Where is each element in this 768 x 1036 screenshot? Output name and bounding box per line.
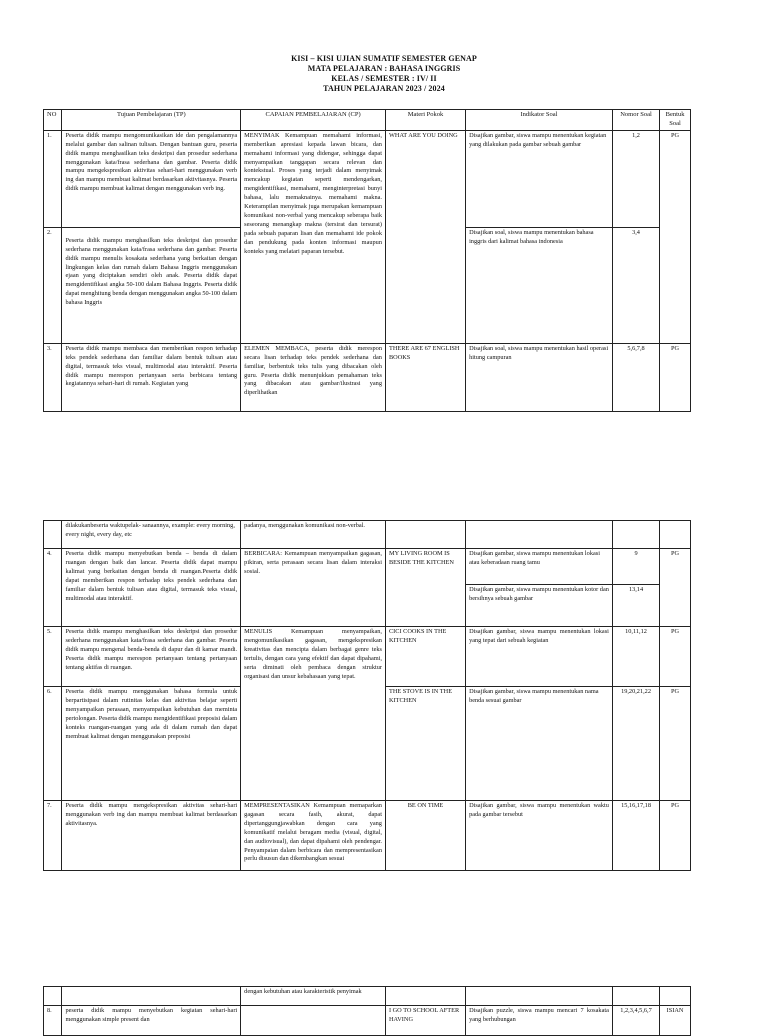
row-number: 3. [44, 343, 62, 411]
materi-cell: I GO TO SCHOOL AFTER HAVING [385, 1006, 465, 1036]
nomor-cell: 3,4 [612, 227, 659, 343]
tp-cell: Peserta didik mampu menyebutkan benda – benda di dalam ruangan dengan baik dan lancar. Peserta didik dapat mampu kalimat yang berkaitan dengan benda di ruangan.Peserta didik dapat memberikan respon terhadap teks pendek sederhana dan familiar dalam bentuk tulisan atau digital, termasuk teks visual, multimodal atau interaktif. [62, 549, 241, 627]
row-number: 7. [44, 801, 62, 871]
materi-cell: MY LIVING ROOM IS BESIDE THE KITCHEN [385, 549, 465, 627]
bentuk-cell: PG [660, 801, 691, 871]
row-number: 1. [44, 130, 62, 227]
indikator-cell: Disajikan soal, siswa mampu menentukan bahasa inggris dari kalimat bahasa indonesia [466, 227, 613, 343]
table-row [44, 130, 691, 227]
materi-cell: THERE ARE 67 ENGLISH BOOKS [385, 343, 465, 411]
bentuk-cell: ISIAN [660, 1006, 691, 1036]
tp-cell: Peserta didik mampu menghasilkan teks deskripsi dan prosedur sederhana menggunakan kata/frasa sederhana dan gambar. Peserta didik mampu mengenal benda-benda di dapur dan di kamar mandi. Peserta didik mampu merespon pertanyaan tentang pertanyaan tentang aktifas di ruangan. [62, 627, 241, 687]
indikator-cell: Disajikan puzzle, siswa mampu mencari 7 kosakata yang berhubungan [466, 1006, 613, 1036]
materi-cell: THE STOVE IS IN THE KITCHEN [385, 687, 465, 801]
indikator-cell: Disajikan gambar, siswa mampu menentukan lokasi atau keberadaan ruang tamu [466, 549, 613, 585]
cp-cell: dengan kebutuhan atau karakteristik penyimak [241, 987, 386, 1006]
indikator-cell: Disajikan soal, siswa mampu menentukan hasil operasi hitung campuran [466, 343, 613, 411]
table-row [44, 987, 691, 1006]
materi-cell: BE ON TIME [385, 801, 465, 871]
table-row [44, 801, 691, 871]
cp-cell: padanya, menggunakan komunikasi non-verbal. [241, 521, 386, 549]
indikator-cell: Disajikan gambar, siswa mampu menentukan waktu pada gambar tersebut [466, 801, 613, 871]
col-nomor: Nomor Soal [612, 110, 659, 131]
tp-cell: dilakukanbeserta waktupelak- sanaannya, example: every morning, every night, every day, etc [62, 521, 241, 549]
indikator-cell: Disajikan gambar, siswa mampu menentukan lokasi yang tepat dari sebuah kegiatan [466, 627, 613, 687]
indikator-cell: Disajikan gambar, siswa mampu menentukan nama benda sesuai gambar [466, 687, 613, 801]
nomor-cell: 5,6,7,8 [612, 343, 659, 411]
tp-cell: Peserta didik mampu menggunakan bahasa formula untuk berpartisipasi dalam rutinitas kelas dan aktivitas belajar seperti menyampaikan perasaan, menyampaikan kebutuhan dan meminta pertolongan. Peserta didik mampu mengidentifikasi preposisi dalam konteks ruangan-ruangan yang ada di dalam rumah dan dapat membuat kalimat dengan menggunakan preposisi [62, 687, 241, 801]
bentuk-cell: PG [660, 343, 691, 411]
col-cp: CAPAIAN PEMBELAJARAN (CP) [241, 110, 386, 131]
nomor-cell: 13,14 [612, 585, 659, 627]
col-no: NO [44, 110, 62, 131]
tp-cell: Peserta didik mampu mengomunikasikan ide dan pengalamannya melalui gambar dan salinan tulisan. Dengan bantuan guru, peserta didik mampu menghasilkan teks deskripsi dan prosedur sederhana menggunakan kata/frasa sederhana dan gambar. Peserta didik mampu mengekspresikan aktivitas sehari-hari menggunakan verb ing dan mampu membuat kalimat berdasarkan aktivitasnya. Peserta didik mampu membuat kalimat dengan menggunakan verb ing. [62, 130, 241, 227]
nomor-cell: 15,16,17,18 [612, 801, 659, 871]
table-header-row [44, 110, 691, 131]
materi-cell: WHAT ARE YOU DOING [385, 130, 465, 343]
indikator-cell: Disajikan gambar, siswa mampu menentukan kotor dan bersihnya sebuah gambar [466, 585, 613, 627]
cp-cell: MENULIS Kemampuan menyampaikan, mengomunikasikan gagasan, mengekspresikan kreativitas dan mencipta dalam berbagai genre teks tertulis, dengan cara yang efektif dan dapat dipahami, serta diminati oleh pembaca dengan struktur organisasi dan unsur kebahasaan yang tepat. [241, 627, 386, 801]
cp-cell: BERBICARA: Kemampuan menyampaikan gagasan, pikiran, serta perasaan secara lisan dalam interaksi sosial. [241, 549, 386, 627]
document-header [0, 54, 768, 94]
nomor-cell: 1,2 [612, 130, 659, 227]
col-tp: Tujuan Pembelajaran (TP) [62, 110, 241, 131]
col-indikator: Indikator Soal [466, 110, 613, 131]
table-row [44, 627, 691, 687]
doc-year: TAHUN PELAJARAN 2023 / 2024 [323, 84, 445, 93]
nomor-cell: 19,20,21,22 [612, 687, 659, 801]
nomor-cell: 1,2,3,4,5,6,7 [612, 1006, 659, 1036]
cp-cell: MENYIMAK Kemampuan memahami informasi, memberikan apresiasi kepada lawan bicara, dan memahami informasi yang didengar, sehingga dapat menyampaikan tanggapan secara relevan dan kontekstual. Proses yang terjadi dalam menyimak mencakup kegiatan seperti mendengarkan, mengidentifikasi, memahami, menginterpretasi bunyi bahasa, lalu memaknainya. memahami makna. Keterampilan menyimak juga merupakan kemampuan komunikasi non-verbal yang mencakup seberapa baik seseorang menangkap makna (tersirat dan tersurat) pada sebuah paparan lisan dan memahami ide pokok dan pendukung pada konten informasi maupun konteks yang melatari paparan tersebut. [241, 130, 386, 343]
grid-table-part-2 [43, 520, 691, 871]
bentuk-cell: PG [660, 627, 691, 687]
row-number: 8. [44, 1006, 62, 1036]
doc-class: KELAS / SEMESTER : IV/ II [331, 74, 437, 83]
nomor-cell: 10,11,12 [612, 627, 659, 687]
tp-cell: Peserta didik mampu membaca dan memberikan respon terhadap teks pendek sederhana dan familiar dalam bentuk tulisan atau digital, termasuk teks visual, multimodal atau interaktif. Peserta didik mampu merespon pertanyaan serta berbicara tentang kegiatannya sehari-hari di rumah. Kegiatan yang [62, 343, 241, 411]
grid-table-part-1 [43, 109, 691, 412]
indikator-cell: Disajikan gambar, siswa mampu menentukan kegiatan yang dilakukan pada gambar sebuah gambar [466, 130, 613, 227]
grid-table-part-3 [43, 986, 691, 1036]
row-number: 4. [44, 549, 62, 627]
tp-cell: peserta didik mampu menyebutkan kegiatan sehari-hari menggunakan simple present dan [62, 1006, 241, 1036]
table-row [44, 549, 691, 585]
col-bentuk: Bentuk Soal [660, 110, 691, 131]
row-number: 5. [44, 627, 62, 687]
cp-cell: MEMPRESENTASIKAN Kemampuan memaparkan gagasan secara fasih, akurat, dapat dipertanggungjawabkan dengan cara yang komunikatif melalui beragam media (visual, digital, dan audiovisual), dan dapat dipahami oleh pendengar. Penyampaian dalam berbicara dan mempresentasikan perlu disusun dan dikembangkan sesuai [241, 801, 386, 871]
tp-cell: Peserta didik mampu menghasilkan teks deskripsi dan prosedur sederhana menggunakan kata/frasa sederhana dan gambar. Peserta didik mampu menulis kosakata sederhana yang berkaitan dengan lingkungan kelas dan rumah dalam Bahasa Inggris menggunakan ejaan yang diciptakan sendiri oleh anak. Peserta didik dapat mengidentifikasi angka 50-100 dalam Bahasa Inggris. Peserta didik dapat menghitung benda dengan menggunakan angka 50-100 dalam bahasa Inggris [62, 227, 241, 343]
doc-title: KISI – KISI UJIAN SUMATIF SEMESTER GENAP [291, 54, 477, 63]
row-number: 6. [44, 687, 62, 801]
table-row [44, 343, 691, 411]
cp-cell: ELEMEN MEMBACA, peserta didik merespon secara lisan terhadap teks pendek sederhana dan familiar, berbentuk teks tulis yang dibacakan oleh guru. Peserta didik menunjukkan pemahaman teks yang dibacakan atau gambar/ilustrasi yang diperlihatkan [241, 343, 386, 411]
col-materi: Materi Pokok [385, 110, 465, 131]
doc-subject: MATA PELAJARAN : BAHASA INGGRIS [307, 64, 461, 73]
tp-cell: Peserta didik mampu mengekspresikan aktivitas sehari-hari menggunakan verb ing dan mampu membuat kalimat berdasarkan aktivitasnya. [62, 801, 241, 871]
bentuk-cell: PG [660, 549, 691, 627]
nomor-cell: 9 [612, 549, 659, 585]
row-number: 2. [44, 227, 62, 343]
bentuk-cell: PG [660, 130, 691, 343]
materi-cell: CICI COOKS IN THE KITCHEN [385, 627, 465, 687]
bentuk-cell: PG [660, 687, 691, 801]
table-row [44, 1006, 691, 1036]
table-row [44, 521, 691, 549]
